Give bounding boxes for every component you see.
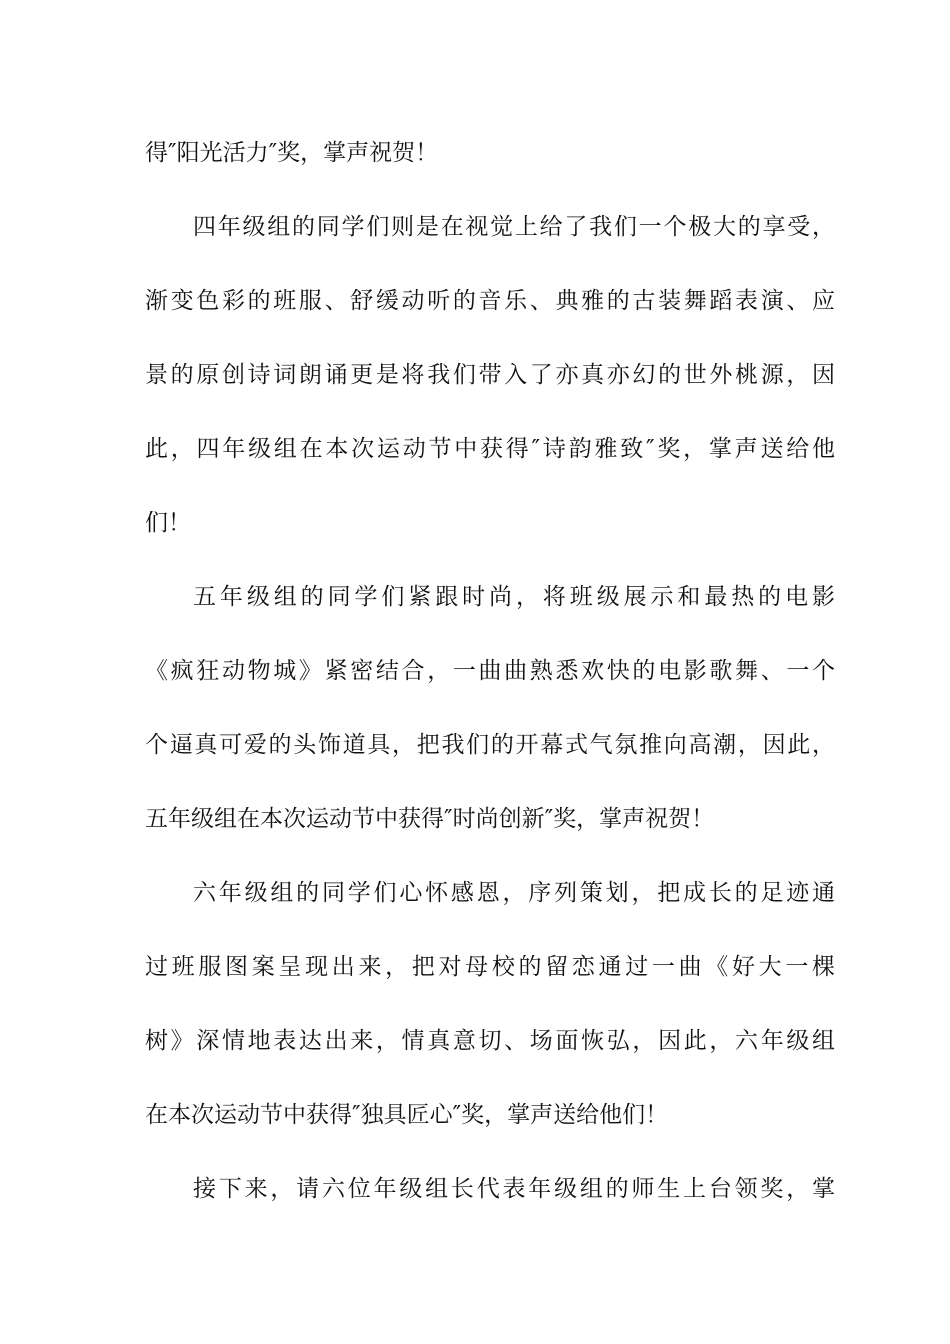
text-line: 个逼真可爱的头饰道具，把我们的开幕式气氛推向高潮，因此， <box>145 732 835 758</box>
text-line: 景的原创诗词朗诵更是将我们带入了亦真亦幻的世外桃源，因 <box>145 362 835 388</box>
text-line: 得″阳光活力″奖，掌声祝贺！ <box>145 140 439 166</box>
paragraph-first-line: 接下来，请六位年级组长代表年级组的师生上台领奖，掌 <box>193 1176 835 1202</box>
text-line: 五年级组在本次运动节中获得″时尚创新″奖，掌声祝贺！ <box>145 806 715 832</box>
text-line: 渐变色彩的班服、舒缓动听的音乐、典雅的古装舞蹈表演、应 <box>145 288 835 314</box>
text-line: 《疯狂动物城》紧密结合，一曲曲熟悉欢快的电影歌舞、一个 <box>145 658 835 684</box>
paragraph-first-line: 五年级组的同学们紧跟时尚，将班级展示和最热的电影 <box>193 584 835 610</box>
paragraph-first-line: 四年级组的同学们则是在视觉上给了我们一个极大的享受， <box>193 214 835 240</box>
text-line: 树》深情地表达出来，情真意切、场面恢弘，因此，六年级组 <box>145 1028 835 1054</box>
text-line: 们！ <box>145 510 191 536</box>
paragraph-first-line: 六年级组的同学们心怀感恩，序列策划，把成长的足迹通 <box>193 880 835 906</box>
text-line: 在本次运动节中获得″独具匠心″奖，掌声送给他们！ <box>145 1102 669 1128</box>
text-line: 此，四年级组在本次运动节中获得″诗韵雅致″奖，掌声送给他 <box>145 436 835 462</box>
text-line: 过班服图案呈现出来，把对母校的留恋通过一曲《好大一棵 <box>145 954 835 980</box>
